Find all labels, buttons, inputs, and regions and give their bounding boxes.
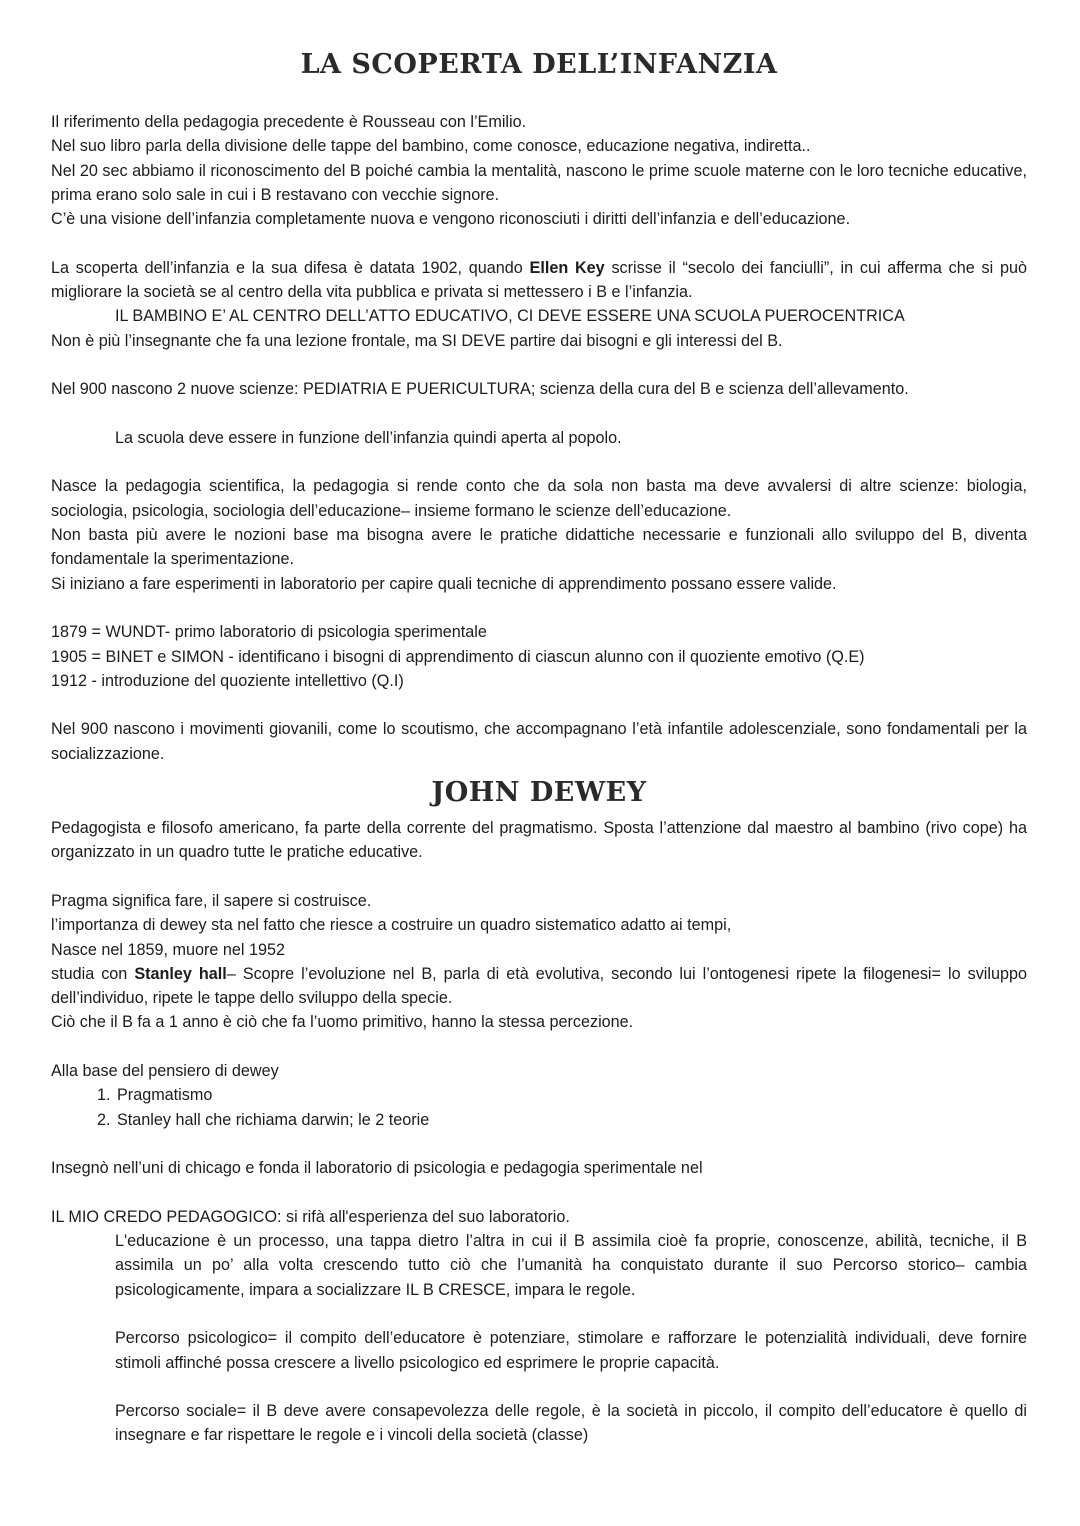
paragraph-pragma: Pragma significa fare, il sapere si costruisce. <box>51 891 372 910</box>
numbered-list <box>51 1083 1027 1132</box>
paragraph-libro: Nel suo libro parla della divisione delle tappe del bambino, come conosce, educazione negativa, indiretta.. <box>51 137 811 156</box>
paragraph-importanza: l’importanza di dewey sta nel fatto che riesce a costruire un quadro sistematico adatto ai tempi, <box>51 916 732 935</box>
paragraph-pedagogia-scientifica: Nasce la pedagogia scientifica, la pedagogia si rende conto che da sola non basta ma deve avvalersi di altre scienze: biologia, sociologia, psicologia, sociologia dell’educazione– insieme formano le scienze dell’educazione. <box>51 477 1027 520</box>
paragraph-stanley-hall: studia con Stanley hall– Scopre l’evoluzione nel B, parla di età evolutiva, secondo lui l’ontogenesi ripete la filogenesi= lo sviluppo dell’individuo, ripete le tappe dello sviluppo della specie. <box>51 964 1027 1008</box>
paragraph-percezione: Ciò che il B fa a 1 anno è ciò che fa l’uomo primitivo, hanno la stessa percezione. <box>51 1013 634 1032</box>
paragraph-processo: L'educazione è un processo, una tappa dietro l’altra in cui il B assimila cioè fa proprie, conoscenze, abilità, tecniche, il B assimila un po’ alla volta crescendo tutto ciò che l’umanità ha conquistato durante il suo Percorso storico– cambia psicologicamente, impara a socializzare IL B CRESCE, impara le regole. <box>115 1232 1027 1299</box>
paragraph-pratiche: Non basta più avere le nozioni base ma bisogna avere le pratiche didattiche necessarie e funzionali allo sviluppo del B, diventa fondamentale la sperimentazione. <box>51 526 1027 569</box>
paragraph-riconoscimento: Nel 20 sec abbiamo il riconoscimento del B poiché cambia la mentalità, nascono le prime scuole materne con le loro tecniche educative, prima erano solo sale in cui i B restavano con vecchie signore. <box>51 161 1027 204</box>
list-item: 1. Pragmatismo <box>115 1083 1027 1107</box>
paragraph-movimenti: Nel 900 nascono i movimenti giovanili, come lo scoutismo, che accompagnano l’età infantile adolescenziale, sono fondamentali per la socializzazione. <box>51 720 1027 763</box>
timeline-1879: 1879 = WUNDT- primo laboratorio di psicologia sperimentale <box>51 623 487 642</box>
paragraph-chicago: Insegnò nell’uni di chicago e fonda il laboratorio di psicologia e pedagogia sperimentale nel <box>51 1159 703 1178</box>
paragraph-pedagogista: Pedagogista e filosofo americano, fa parte della corrente del pragmatismo. Sposta l’attenzione dal maestro al bambino (rivo cope) ha organizzato in un quadro tutte le pratiche educative. <box>51 819 1027 862</box>
bold-ellen-key: Ellen Key <box>529 258 605 277</box>
paragraph-scuola-popolo: La scuola deve essere in funzione dell’infanzia quindi aperta al popolo. <box>115 428 622 447</box>
paragraph-nascita: Nasce nel 1859, muore nel 1952 <box>51 940 285 959</box>
section-title-dewey: JOHN DEWEY <box>431 777 647 809</box>
paragraph-puerocentrica: IL BAMBINO E’ AL CENTRO DELL’ATTO EDUCATIVO, CI DEVE ESSERE UNA SCUOLA PUEROCENTRICA <box>115 307 905 326</box>
paragraph-esperimenti: Si iniziano a fare esperimenti in laboratorio per capire quali tecniche di apprendimento possano essere valide. <box>51 574 837 593</box>
paragraph-nuove-scienze: Nel 900 nascono 2 nuove scienze: PEDIATRIA E PUERICULTURA; scienza della cura del B e scienza dell’allevamento. <box>51 380 909 399</box>
paragraph-ellen-key: La scoperta dell’infanzia e la sua difesa è datata 1902, quando Ellen Key scrisse il “secolo dei fanciulli”, in cui afferma che si può migliorare la società se al centro della vita pubblica e privata si mettessero i B e l’infanzia. <box>51 258 1027 302</box>
list-item: 2. Stanley hall che richiama darwin; le 2 teorie <box>115 1108 1027 1132</box>
bold-stanley-hall: Stanley hall <box>134 964 227 983</box>
timeline-1912: 1912 - introduzione del quoziente intellettivo (Q.I) <box>51 671 404 690</box>
timeline-1905: 1905 = BINET e SIMON - identificano i bisogni di apprendimento di ciascun alunno con il quoziente emotivo (Q.E) <box>51 647 865 666</box>
paragraph-base-pensiero: Alla base del pensiero di dewey <box>51 1061 279 1080</box>
document-page <box>51 48 1027 1448</box>
paragraph-percorso-psicologico: Percorso psicologico= il compito dell’educatore è potenziare, stimolare e rafforzare le potenzialità individuali, deve fornire stimoli affinché possa crescere a livello psicologico ed esprimere le proprie capacità. <box>115 1329 1027 1372</box>
paragraph-percorso-sociale: Percorso sociale= il B deve avere consapevolezza delle regole, è la società in piccolo, il compito dell’educatore è quello di insegnare e far rispettare le regole e i vincoli della società (classe) <box>115 1402 1027 1445</box>
page-title: LA SCOPERTA DELL’INFANZIA <box>300 49 778 80</box>
paragraph-visione: C’è una visione dell’infanzia completamente nuova e vengono riconosciuti i diritti dell’infanzia e dell’educazione. <box>51 210 851 229</box>
paragraph-credo: IL MIO CREDO PEDAGOGICO: si rifà all'esperienza del suo laboratorio. <box>51 1207 570 1226</box>
paragraph-lezione: Non è più l’insegnante che fa una lezione frontale, ma SI DEVE partire dai bisogni e gli interessi del B. <box>51 331 783 350</box>
paragraph-rousseau: Il riferimento della pedagogia precedente è Rousseau con l’Emilio. <box>51 113 527 131</box>
